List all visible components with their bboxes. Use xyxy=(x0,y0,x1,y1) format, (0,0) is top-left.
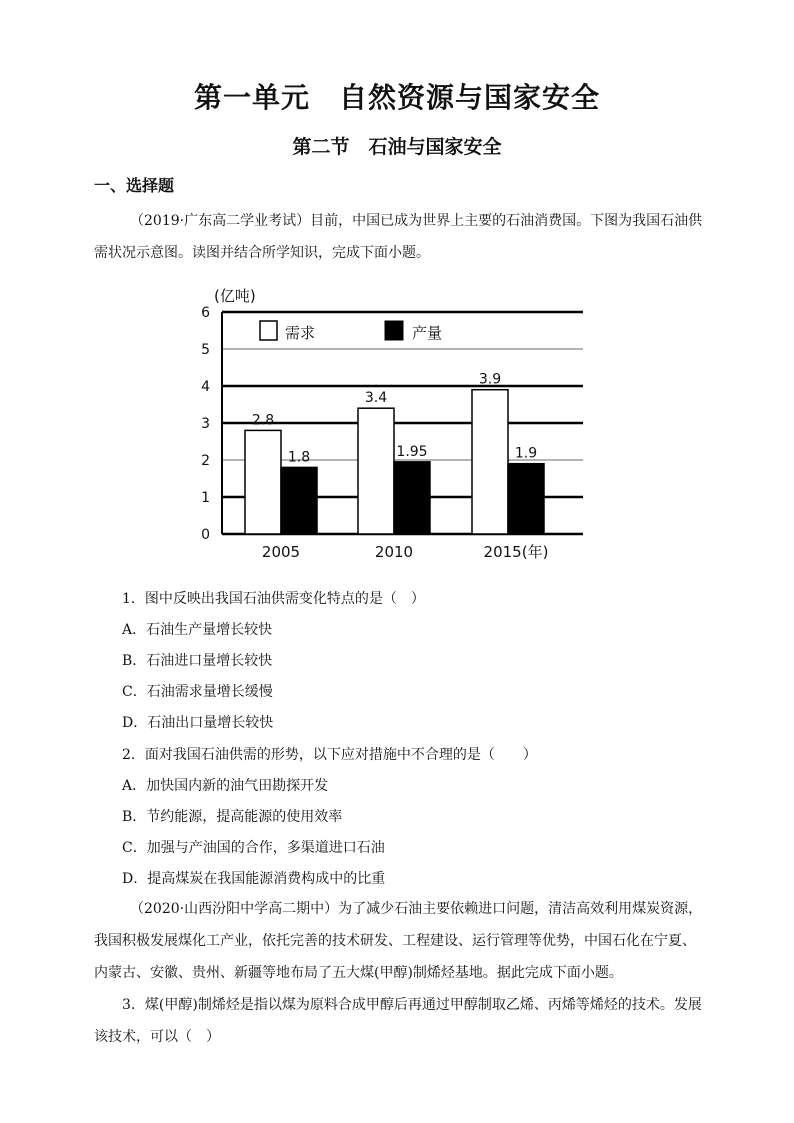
part-title: 一、选择题 xyxy=(94,176,175,195)
y-tick-label: 0 xyxy=(201,527,210,543)
question-1-option-a: A．石油生产量增长较快 xyxy=(122,622,273,638)
y-tick-label: 1 xyxy=(201,490,210,506)
bar-production-2 xyxy=(508,464,544,534)
x-tick-label: 2005 xyxy=(261,543,301,561)
bar-demand-1 xyxy=(358,408,394,534)
question-2-option-c: C．加强与产油国的合作，多渠道进口石油 xyxy=(122,840,385,856)
legend-label-demand: 需求 xyxy=(285,324,316,342)
data-label: 2.8 xyxy=(251,412,275,429)
y-tick-label: 5 xyxy=(201,342,210,358)
data-label: 1.95 xyxy=(396,443,428,460)
data-label: 1.9 xyxy=(514,445,538,462)
y-tick-label: 4 xyxy=(201,379,210,395)
data-label: 3.4 xyxy=(364,390,388,407)
passage-intro-2: （2020·山西汾阳中学高二期中）为了减少石油主要依赖进口问题，清洁高效利用煤炭资源，我国积极发展煤化工产业，依托完善的技术研发、工程建设、运行管理等优势，中国石化在宁夏、内蒙古、安徽、贵州、新疆等地布局了五大煤(甲醇)制烯烃基地。据此完成下面小题。 xyxy=(94,901,703,981)
question-1-option-d: D．石油出口量增长较快 xyxy=(122,715,274,731)
question-1-stem: 1．图中反映出我国石油供需变化特点的是（ ） xyxy=(122,591,425,607)
question-2-stem: 2．面对我国石油供需的形势，以下应对措施中不合理的是（ ） xyxy=(122,747,537,763)
bar-production-0 xyxy=(281,467,317,534)
section-title: 第二节 石油与国家安全 xyxy=(292,136,502,158)
question-2-option-d: D．提高煤炭在我国能源消费构成中的比重 xyxy=(122,871,386,887)
question-2-option-b: B．节约能源，提高能源的使用效率 xyxy=(122,809,343,825)
passage-intro-1: （2019·广东高二学业考试）目前，中国已成为世界上主要的石油消费国。下图为我国石油供需状况示意图。读图并结合所学知识，完成下面小题。 xyxy=(94,213,703,261)
question-2-option-a: A．加快国内新的油气田勘探开发 xyxy=(122,778,329,794)
bar-demand-2 xyxy=(472,390,508,534)
legend-swatch-production xyxy=(385,321,403,340)
y-tick-label: 3 xyxy=(201,416,210,432)
y-tick-label: 6 xyxy=(201,305,210,321)
legend-label-production: 产量 xyxy=(412,324,443,342)
x-tick-label: 2015(年) xyxy=(483,543,549,561)
y-tick-label: 2 xyxy=(201,453,210,469)
question-1-option-c: C．石油需求量增长缓慢 xyxy=(122,684,273,700)
data-label: 3.9 xyxy=(478,371,502,388)
data-label: 1.8 xyxy=(287,449,311,466)
x-tick-label: 2010 xyxy=(374,543,414,561)
bar-demand-0 xyxy=(245,430,281,534)
legend-swatch-demand xyxy=(260,321,277,340)
bar-production-1 xyxy=(394,462,430,534)
unit-title: 第一单元 自然资源与国家安全 xyxy=(193,81,600,114)
question-3-stem: 3．煤(甲醇)制烯烃是指以煤为原料合成甲醇后再通过甲醇制取乙烯、丙烯等烯烃的技术。发展该技术，可以（ ） xyxy=(94,997,702,1045)
question-1-option-b: B．石油进口量增长较快 xyxy=(122,653,273,669)
y-axis-label: (亿吨) xyxy=(214,287,256,305)
oil-supply-demand-chart xyxy=(190,283,590,573)
